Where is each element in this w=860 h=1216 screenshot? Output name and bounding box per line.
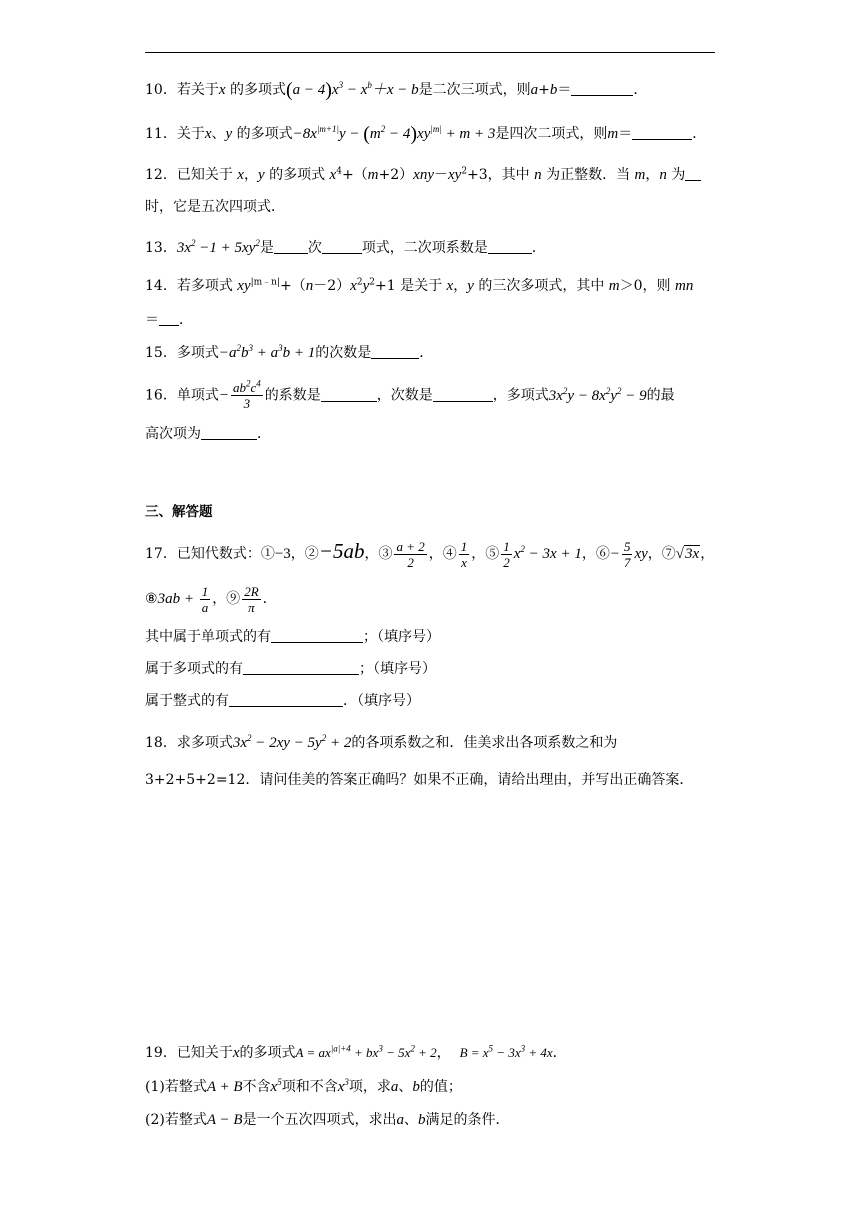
formula: $B = x^5 - 3x^3 + 4x$ <box>459 1043 553 1060</box>
formula: $3x^2 - 2xy - 5y^2 + 2$ <box>232 733 352 751</box>
answer-blank[interactable] <box>229 692 343 707</box>
answer-blank[interactable] <box>433 387 493 402</box>
question-12-line2: 时，它是五次四项式． <box>145 199 285 215</box>
question-17: 17．已知代数式：①−3，②−5ab，③ $\frac{a + 2}{2}$ ，④ $\frac{1}{x}$ ，⑤ $\frac{1}{2}$ $x^2 - 3x + 1$，⑥− $\frac{5}{7}$ xy，⑦√3x， <box>145 538 715 570</box>
section-header: 三、解答题 <box>145 504 213 520</box>
question-19-part1: (1)若整式A + B不含$x^5$项和不含$x^3$项，求a、b的值； <box>145 1077 462 1095</box>
formula: $3x^2 -1 + 5xy^2$ <box>176 238 260 256</box>
question-17-line2: ⑧3ab + $\frac{1}{a}$ ，⑨ $\frac{2R}{\pi}$ ． <box>145 583 277 615</box>
fraction: $\frac{ab^2c^4}{3}$ <box>232 378 261 411</box>
answer-blank[interactable] <box>571 81 633 96</box>
answer-blank[interactable] <box>274 239 308 254</box>
header-rule <box>145 52 715 53</box>
formula: $3x^2y - 8x^2y^2 - 9$ <box>548 385 647 404</box>
question-16-line2: 高次项为 ． <box>145 426 271 442</box>
answer-blank[interactable] <box>685 166 701 181</box>
fraction: $\frac{2R}{\pi}$ <box>244 583 259 615</box>
question-14-line2: ＝ ． <box>145 312 193 328</box>
formula: $A = ax^{|a|+4} + bx^3 - 5x^2 + 2$ <box>295 1043 437 1060</box>
answer-blank[interactable] <box>201 425 257 440</box>
formula: $-8x^{|m+1|}y - (m^2 - 4)xy^{|m|} + m + 3$ <box>292 123 496 145</box>
question-19-part2: (2)若整式A − B是一个五次四项式，求出a、b满足的条件． <box>145 1112 510 1128</box>
question-13: 13．$3x^2 -1 + 5xy^2$是 次 项式，二次项系数是 ． <box>145 238 546 256</box>
fraction: $\frac{1}{a}$ <box>201 583 209 615</box>
question-15: 15．多项式$-a^2b^3 + a^3b + 1$的次数是 ． <box>145 343 434 361</box>
fraction: $\frac{1}{2}$ <box>503 538 510 570</box>
answer-blank[interactable] <box>632 125 692 140</box>
answer-blank[interactable] <box>271 628 363 643</box>
question-10: 10．若关于x 的多项式$(a - 4)x^3 - x^b+x - b$是二次三项式，则a+b＝ ． <box>145 79 648 101</box>
answer-blank[interactable] <box>159 311 179 326</box>
question-18-line2: 3+2+5+2=12．请问佳美的答案正确吗？如果不正确，请给出理由，并写出正确答案． <box>145 772 694 788</box>
question-18: 18．求多项式$3x^2 - 2xy - 5y^2 + 2$的各项系数之和．佳美求出各项系数之和为 <box>145 733 618 751</box>
fraction: $\frac{5}{7}$ <box>623 538 631 570</box>
formula: $-a^2b^3 + a^3b + 1$ <box>218 343 316 361</box>
question-19: 19．已知关于x的多项式$A = ax^{|a|+4} + bx^3 - 5x^2 + 2$， $B = x^5 - 3x^3 + 4x$． <box>145 1043 567 1061</box>
question-12: 12．已知关于 x，y 的多项式 $x^4+(m+2)xny-xy^2+3$，其中 n 为正整数．当 m，n 为 <box>145 165 701 185</box>
question-17-fill3: 属于整式的有 ．（填序号） <box>145 693 420 709</box>
question-16: 16．单项式− $\frac{ab^2c^4}{3}$ 的系数是 ，次数是 ，多项式$3x^2y - 8x^2y^2 - 9$的最 <box>145 378 675 411</box>
question-17-fill2: 属于多项式的有 ；（填序号） <box>145 661 436 677</box>
answer-blank[interactable] <box>371 344 419 359</box>
answer-blank[interactable] <box>488 239 532 254</box>
answer-blank[interactable] <box>321 387 377 402</box>
answer-blank[interactable] <box>322 239 362 254</box>
question-11: 11．关于x、y 的多项式$-8x^{|m+1|}y - (m^2 - 4)xy^{|m|} + m + 3$是四次二项式，则m＝ ． <box>145 123 707 145</box>
formula: $(a - 4)x^3 - x^b+x - b$ <box>285 79 419 101</box>
question-14: 14．若多项式 $xy^{|m﹣n|}+(n-2)x^2y^2+1$ 是关于 x，y 的三次多项式，其中 m＞0，则 mn <box>145 277 694 294</box>
question-17-fill1: 其中属于单项式的有 ；（填序号） <box>145 629 440 645</box>
fraction: $\frac{1}{x}$ <box>460 538 468 570</box>
answer-blank[interactable] <box>243 660 359 675</box>
fraction: $\frac{a + 2}{2}$ <box>396 538 425 570</box>
